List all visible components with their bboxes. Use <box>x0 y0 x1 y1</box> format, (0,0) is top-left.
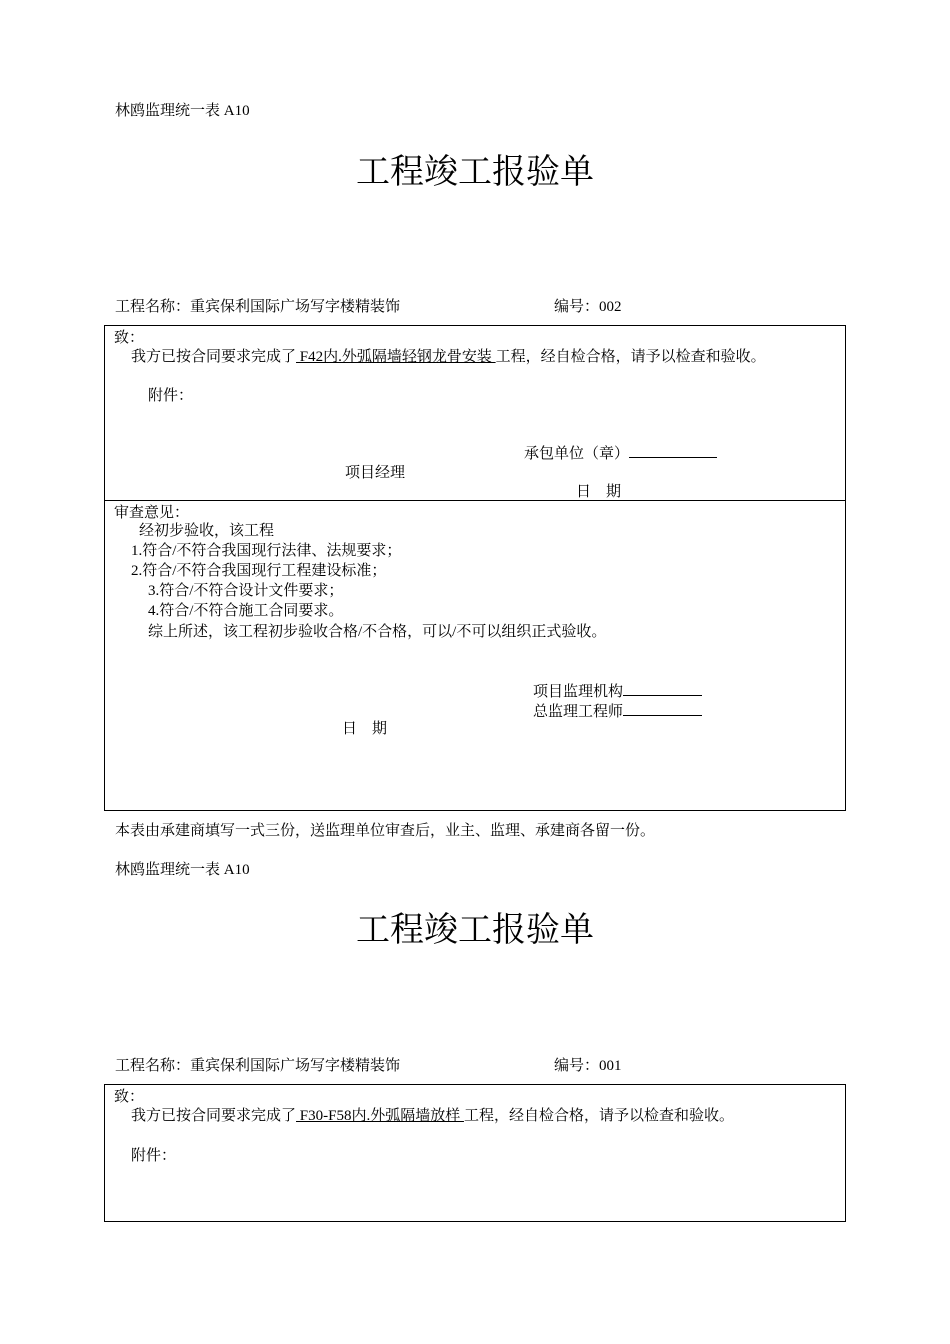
supervision-org-row <box>533 681 702 702</box>
number-label: 编号： <box>554 1058 600 1074</box>
to-label: 致： <box>114 330 145 346</box>
supervision-signature-line <box>623 681 702 696</box>
chief-engineer-label: 总监理工程师 <box>533 704 624 720</box>
review-item: 1.符合/不符合我国现行法律、法规要求； <box>131 543 402 559</box>
number-label: 编号： <box>554 299 600 315</box>
statement-suffix: 工程，经自检合格，请予以检查和验收。 <box>463 1108 734 1124</box>
form-number: 001 <box>599 1058 622 1074</box>
chief-engineer-row <box>533 701 702 722</box>
review-item: 3.符合/不符合设计文件要求； <box>148 583 344 599</box>
chief-engineer-signature-line <box>623 701 702 716</box>
review-conclusion: 综上所述，该工程初步验收合格/不合格，可以/不可以组织正式验收。 <box>148 624 607 640</box>
project-manager-label: 项目经理 <box>345 465 406 481</box>
project-label: 工程名称： <box>115 1058 191 1074</box>
attachment-label: 附件： <box>131 1148 177 1164</box>
footnote: 本表由承建商填写一式三份，送监理单位审查后，业主、监理、承建商各留一份。 <box>115 823 656 839</box>
completion-statement <box>131 1106 734 1126</box>
completion-statement <box>131 347 766 367</box>
to-label: 致： <box>114 1089 145 1105</box>
form-number-row <box>554 297 622 317</box>
contractor-label: 承包单位（章） <box>524 446 630 462</box>
attachment-label: 附件： <box>148 388 194 404</box>
form-number-row <box>554 1056 622 1076</box>
statement-suffix: 工程，经自检合格，请予以检查和验收。 <box>495 349 766 365</box>
section-divider <box>104 500 846 501</box>
project-name: 重宾保利国际广场写字楼精装饰 <box>190 1058 401 1074</box>
form-title: 工程竣工报验单 <box>356 152 594 192</box>
review-item: 4.符合/不符合施工合同要求。 <box>148 603 344 619</box>
form-code: 林鸥监理统一表 A10 <box>115 103 250 119</box>
form-title: 工程竣工报验单 <box>356 910 594 950</box>
project-name-row <box>115 297 400 317</box>
review-item: 2.符合/不符合我国现行工程建设标准； <box>131 563 387 579</box>
project-name: 重宾保利国际广场写字楼精装饰 <box>190 299 401 315</box>
review-intro: 经初步验收，该工程 <box>139 523 275 539</box>
work-item: F30-F58内.外弧隔墙放样 <box>296 1108 464 1124</box>
statement-prefix: 我方已按合同要求完成了 <box>131 1108 297 1124</box>
review-label: 审查意见： <box>114 505 190 521</box>
statement-prefix: 我方已按合同要求完成了 <box>131 349 297 365</box>
form-code: 林鸥监理统一表 A10 <box>115 862 250 878</box>
work-item: F42内.外弧隔墙轻钢龙骨安装 <box>296 349 496 365</box>
form-table <box>104 1084 846 1222</box>
supervision-org-label: 项目监理机构 <box>533 684 624 700</box>
contractor-row <box>524 443 717 464</box>
contractor-signature-line <box>629 443 717 458</box>
form-number: 002 <box>599 299 622 315</box>
review-date-label: 日 期 <box>342 721 388 737</box>
project-label: 工程名称： <box>115 299 191 315</box>
date-label: 日 期 <box>576 484 622 500</box>
project-name-row <box>115 1056 400 1076</box>
